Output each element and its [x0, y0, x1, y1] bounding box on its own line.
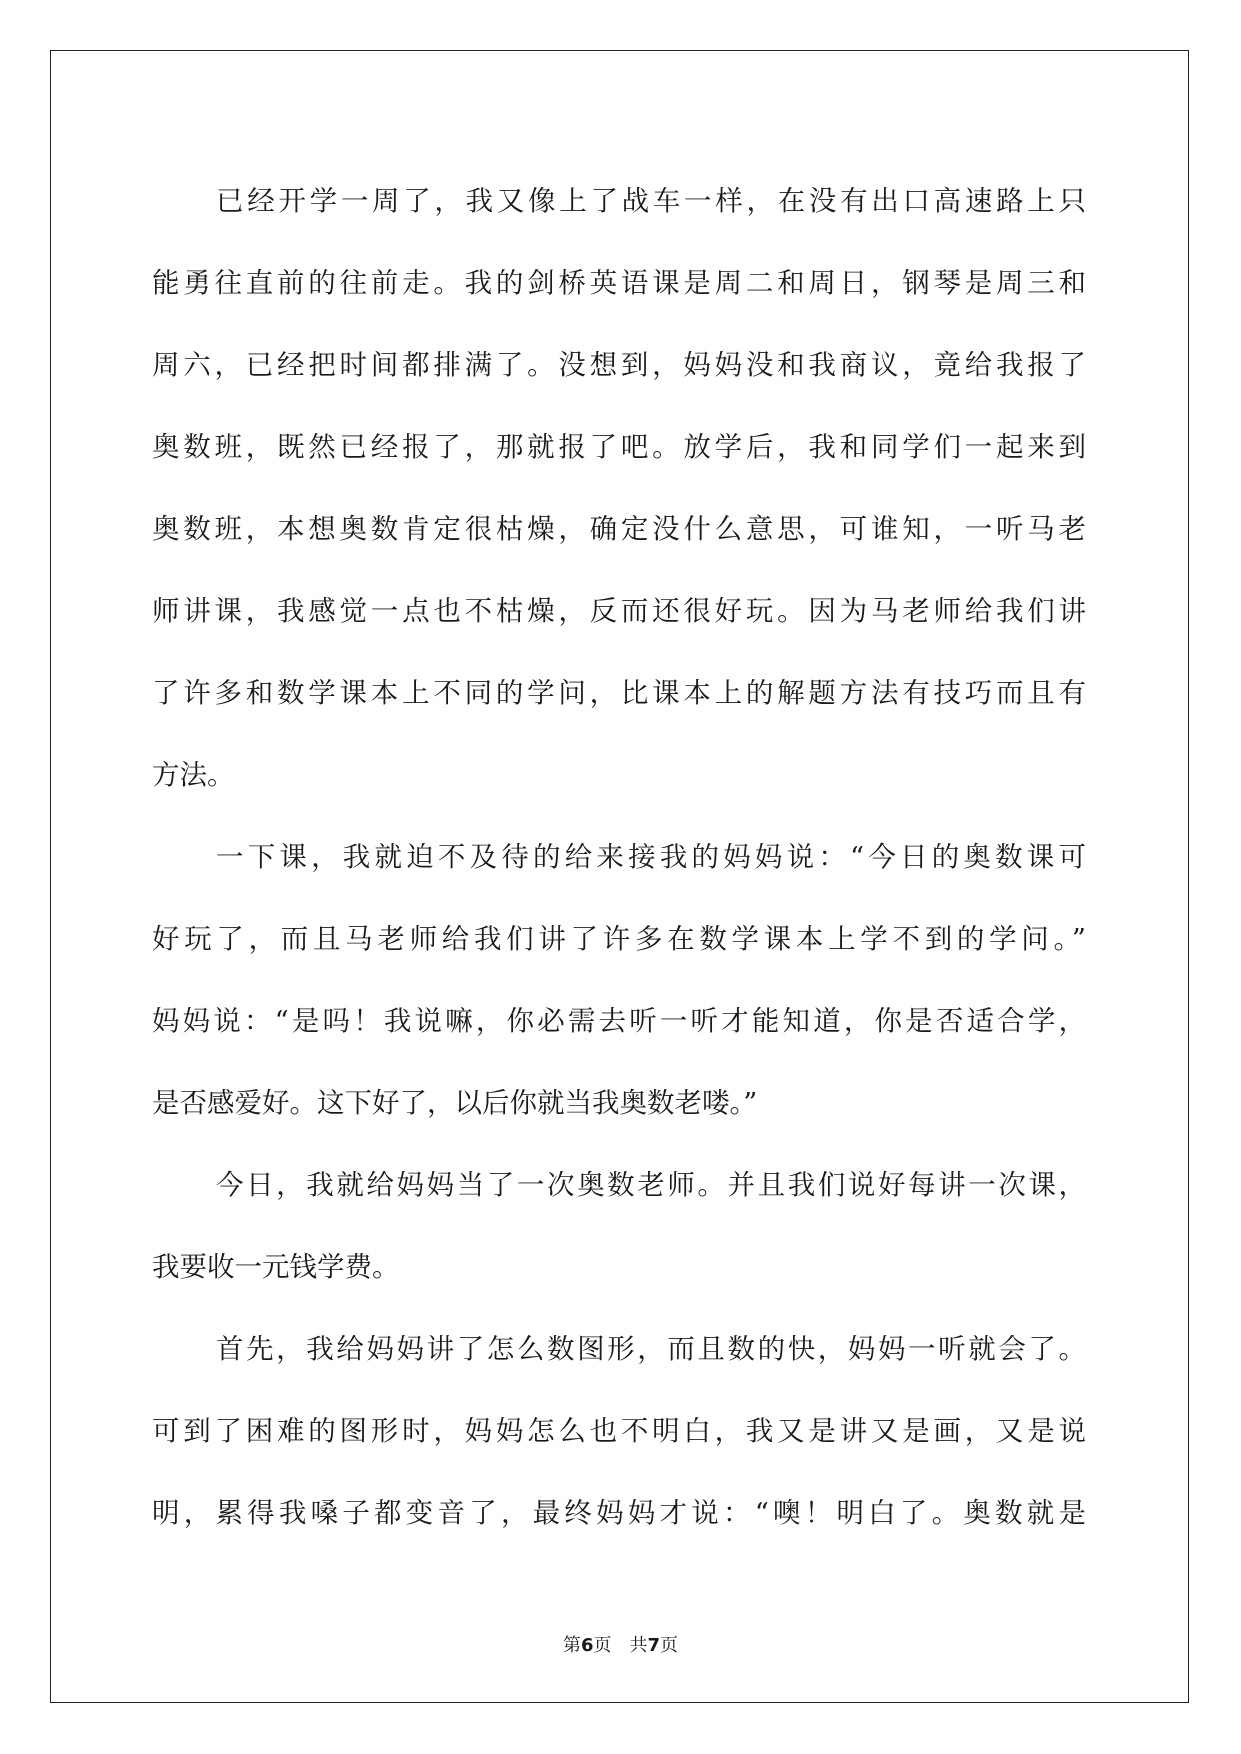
text-line: 是否感爱好。这下好了，以后你就当我奥数老喽。”	[152, 1087, 758, 1119]
footer-middle: 页 共	[593, 1635, 648, 1656]
text-line: 了许多和数学课本上不同的学问，比课本上的解题方法有技巧而且有	[152, 677, 1086, 709]
text-line: 首先，我给妈妈讲了怎么数图形，而且数的快，妈妈一听就会了。	[216, 1333, 1086, 1365]
text-line: 明，累得我嗓子都变音了，最终妈妈才说：“噢！明白了。奥数就是	[152, 1497, 1086, 1529]
text-line: 能勇往直前的往前走。我的剑桥英语课是周二和周日，钢琴是周三和	[152, 267, 1086, 299]
text-line: 奥数班，本想奥数肯定很枯燥，确定没什么意思，可谁知，一听马老	[152, 513, 1086, 545]
footer-suffix: 页	[660, 1635, 679, 1656]
page-number-footer	[0, 1631, 1241, 1657]
text-line: 已经开学一周了，我又像上了战车一样，在没有出口高速路上只	[216, 185, 1086, 217]
document-body	[152, 160, 1086, 1554]
text-line: 奥数班，既然已经报了，那就报了吧。放学后，我和同学们一起来到	[152, 431, 1086, 463]
text-line: 我要收一元钱学费。	[152, 1251, 400, 1283]
text-line: 妈妈说：“是吗！我说嘛，你必需去听一听才能知道，你是否适合学，	[152, 1005, 1086, 1037]
total-pages-number: 7	[647, 1635, 661, 1656]
current-page-number: 6	[580, 1635, 594, 1656]
text-line: 师讲课，我感觉一点也不枯燥，反而还很好玩。因为马老师给我们讲	[152, 595, 1086, 627]
text-line: 方法。	[152, 759, 235, 791]
text-line: 可到了困难的图形时，妈妈怎么也不明白，我又是讲又是画，又是说	[152, 1415, 1086, 1447]
text-line: 一下课，我就迫不及待的给来接我的妈妈说：“今日的奥数课可	[216, 841, 1086, 873]
text-line: 好玩了，而且马老师给我们讲了许多在数学课本上学不到的学问。”	[152, 923, 1086, 955]
text-line: 今日，我就给妈妈当了一次奥数老师。并且我们说好每讲一次课，	[216, 1169, 1086, 1201]
footer-prefix: 第	[562, 1635, 581, 1656]
text-line: 周六，已经把时间都排满了。没想到，妈妈没和我商议，竟给我报了	[152, 349, 1086, 381]
